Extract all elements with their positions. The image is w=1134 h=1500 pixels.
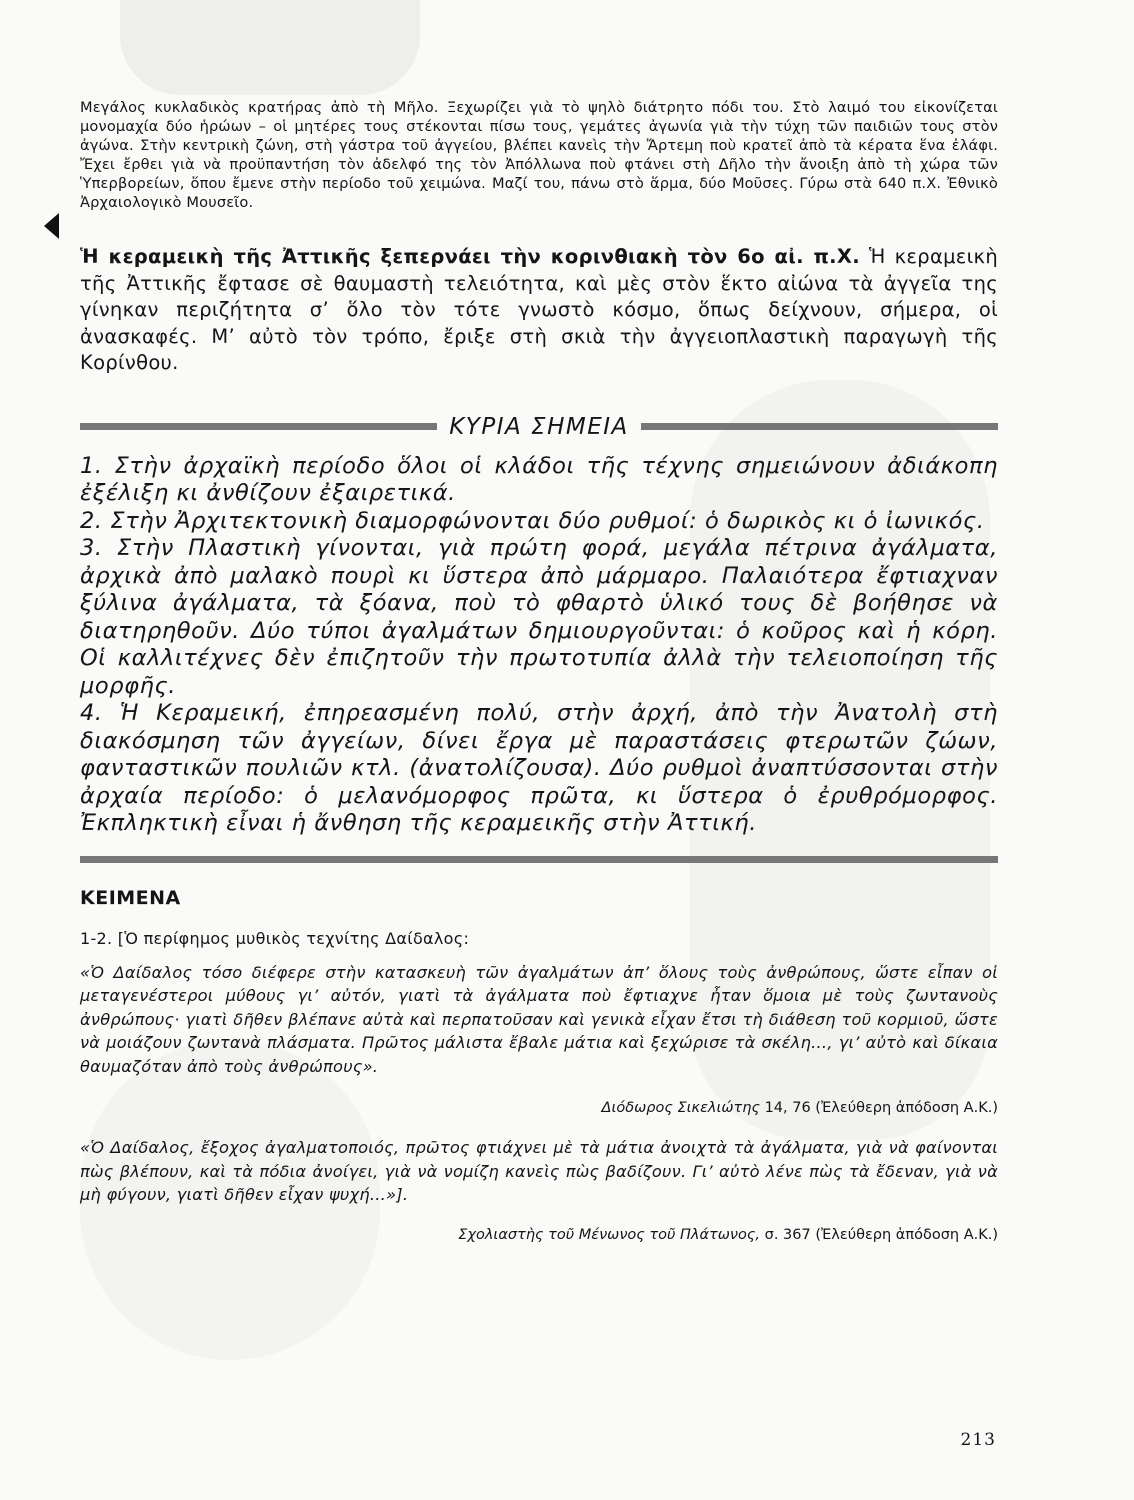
- figure-caption: Μεγάλος κυκλαδικὸς κρατήρας ἀπὸ τὴ Μῆλο. Ξεχωρίζει γιὰ τὸ ψηλὸ διάτρητο πόδι του. Στὸ λαιμό του εἰκονίζεται μονομαχία δύο ἡρώων – οἱ μητέρες τους στέκονται πίσω τους, γεμάτες ἀγωνία γιὰ τὴν τύχη τῶν παιδιῶν τους στὸν ἀγώνα. Στὴν κεντρικὴ ζώνη, στὴ γάστρα τοῦ ἀγγείου, βλέπει κανεὶς τὴν Ἄρτεμη ποὺ κρατεῖ ἀπὸ τὰ κέρατα ἕνα ἐλάφι. Ἔχει ἔρθει γιὰ νὰ προϋπαντήση τὸν ἀδελφό της τὸν Ἀπόλλωνα ποὺ φτάνει στὴ Δῆλο τὴν ἄνοιξη ἀπὸ τὴ χώρα τῶν Ὑπερβορείων, ὅπου ἔμενε στὴν περίοδο τοῦ χειμώνα. Μαζί του, πάνω στὸ ἅρμα, δύο Μοῦσες. Γύρω στὰ 640 π.Χ. Ἐθνικὸ Ἀρχαιολογικὸ Μουσεῖο.: [80, 99, 998, 211]
- text-reference: 1-2. [Ὁ περίφημος μυθικὸς τεχνίτης Δαίδαλος:: [80, 928, 470, 948]
- quote-scholiast: «Ὁ Δαίδαλος, ἔξοχος ἀγαλματοποιός, πρῶτος φτιάχνει μὲ τὰ μάτια ἀνοιχτὰ τὰ ἀγάλματα, γιὰ νὰ φαίνονται πὼς βλέπουν, καὶ τὰ πόδια ἀνοίγει, γιὰ νὰ νομίζη κανεὶς πὼς βαδίζουν. Γι’ αὐτὸ λένε πὼς τὰ ἔδεναν, γιὰ νὰ μὴ φύγουν, γιατὶ δῆθεν εἶχαν ψυχή...»].: [80, 1138, 998, 1204]
- lead-text: Ἡ κεραμεικὴ τῆς Ἀττικῆς ἔφτασε σὲ θαυμαστὴ τελειότητα, καὶ μὲς στὸν ἕκτο αἰώνα τὰ ἀγγεῖα της γίνηκαν περιζήτητα σ’ ὅλο τὸν τότε γνωστὸ κόσμο, ὅπως δείχνουν, σήμερα, οἱ ἀνασκαφές. Μ’ αὐτὸ τὸν τρόπο, ἔριξε στὴ σκιὰ τὴν ἀγγειοπλαστικὴ παραγωγὴ τῆς Κορίνθου.: [80, 245, 998, 374]
- key-point-item: 4. Ἡ Κεραμεική, ἐπηρεασμένη πολύ, στὴν ἀρχή, ἀπὸ τὴν Ἀνατολὴ στὴ διακόσμηση τῶν ἀγγείων, δίνει ἔργα μὲ παραστάσεις φτερωτῶν ζώων, φανταστικῶν πουλιῶν κτλ. (ἀνατολίζουσα). Δύο ρυθμοὶ ἀναπτύσσονται στὴν ἀρχαία περίοδο: ὁ μελανόμορφος πρῶτα, κι ὕστερα ὁ ἐρυθρόμορφος. Ἐκπληκτικὴ εἶναι ἡ ἄνθηση τῆς κεραμεικῆς στὴν Ἀττική.: [80, 700, 998, 836]
- source-scholiast: [80, 1227, 998, 1243]
- lead-heading: Ἡ κεραμεικὴ τῆς Ἀττικῆς ξεπερνάει τὴν κορινθιακὴ τὸν 6ο αἰ. π.Χ.: [80, 245, 860, 268]
- source-detail: 14, 76 (Ἐλεύθερη ἀπόδοση Α.Κ.): [759, 1100, 998, 1116]
- section-divider: [80, 856, 998, 863]
- source-author: Σχολιαστὴς τοῦ Μένωνος τοῦ Πλάτωνος,: [458, 1226, 761, 1243]
- quote-diodorus: «Ὁ Δαίδαλος τόσο διέφερε στὴν κατασκευὴ τῶν ἀγαλμάτων ἀπ’ ὅλους τοὺς ἀνθρώπους, ὥστε εἶπαν οἱ μεταγενέστεροι μύθους γι’ αὐτόν, γιατὶ τὰ ἀγάλματα ποὺ ἔφτιαχνε ἦταν ὅμοια μὲ τοὺς ζωντανοὺς ἀνθρώπους· γιατὶ δῆθεν βλέπανε αὐτὰ καὶ περπατοῦσαν καὶ γενικὰ εἶχαν ἔτσι τὴ διάθεση τοῦ κορμιοῦ, ὥστε νὰ μοιάζουν ζωντανὰ πλάσματα. Πρῶτος μάλιστα ἔβαλε μάτια καὶ ξεχώρισε τὰ σκέλη..., γι’ αὐτὸ καὶ δίκαια θαυμαζόταν ἀπὸ τοὺς ἀνθρώπους».: [80, 962, 998, 1076]
- lead-paragraph: [80, 244, 998, 377]
- caption-pointer-icon: [44, 213, 59, 239]
- source-diodorus: [80, 1100, 998, 1116]
- source-detail: σ. 367 (Ἐλεύθερη ἀπόδοση Α.Κ.): [760, 1226, 998, 1243]
- source-author: Διόδωρος Σικελιώτης: [601, 1100, 760, 1116]
- key-points-title: ΚΥΡΙΑ ΣΗΜΕΙΑ: [449, 413, 629, 440]
- key-points-list: [80, 453, 998, 838]
- page-number: 213: [960, 1430, 996, 1450]
- header-rule-left: [80, 423, 437, 430]
- key-points-header: [80, 413, 998, 441]
- key-point-item: 3. Στὴν Πλαστικὴ γίνονται, γιὰ πρώτη φορά, μεγάλα πέτρινα ἀγάλματα, ἀρχικὰ ἀπὸ μαλακὸ πουρὶ κι ὕστερα ἀπὸ μάρμαρο. Παλαιότερα ἔφτιαχναν ξύλινα ἀγάλματα, τὰ ξόανα, ποὺ τὸ φθαρτὸ ὑλικό τους δὲ βοήθησε νὰ διατηρηθοῦν. Δύο τύποι ἀγαλμάτων δημιουργοῦνται: ὁ κοῦρος καὶ ἡ κόρη. Οἱ καλλιτέχνες δὲν ἐπιζητοῦν τὴν πρωτοτυπία ἀλλὰ τὴν τελειοποίηση τῆς μορφῆς.: [80, 535, 998, 699]
- key-point-item: 2. Στὴν Ἀρχιτεκτονικὴ διαμορφώνονται δύο ρυθμοί: ὁ δωρικὸς κι ὁ ἰωνικός.: [80, 507, 985, 534]
- key-point-item: 1. Στὴν ἀρχαϊκὴ περίοδο ὅλοι οἱ κλάδοι τῆς τέχνης σημειώνουν ἀδιάκοπη ἐξέλιξη κι ἀνθίζουν ἐξαιρετικά.: [80, 452, 998, 506]
- page-content: [80, 98, 998, 1243]
- texts-heading: ΚΕΙΜΕΝΑ: [80, 886, 181, 909]
- header-rule-right: [641, 423, 998, 430]
- bleed-through-vase-top: [120, 0, 420, 95]
